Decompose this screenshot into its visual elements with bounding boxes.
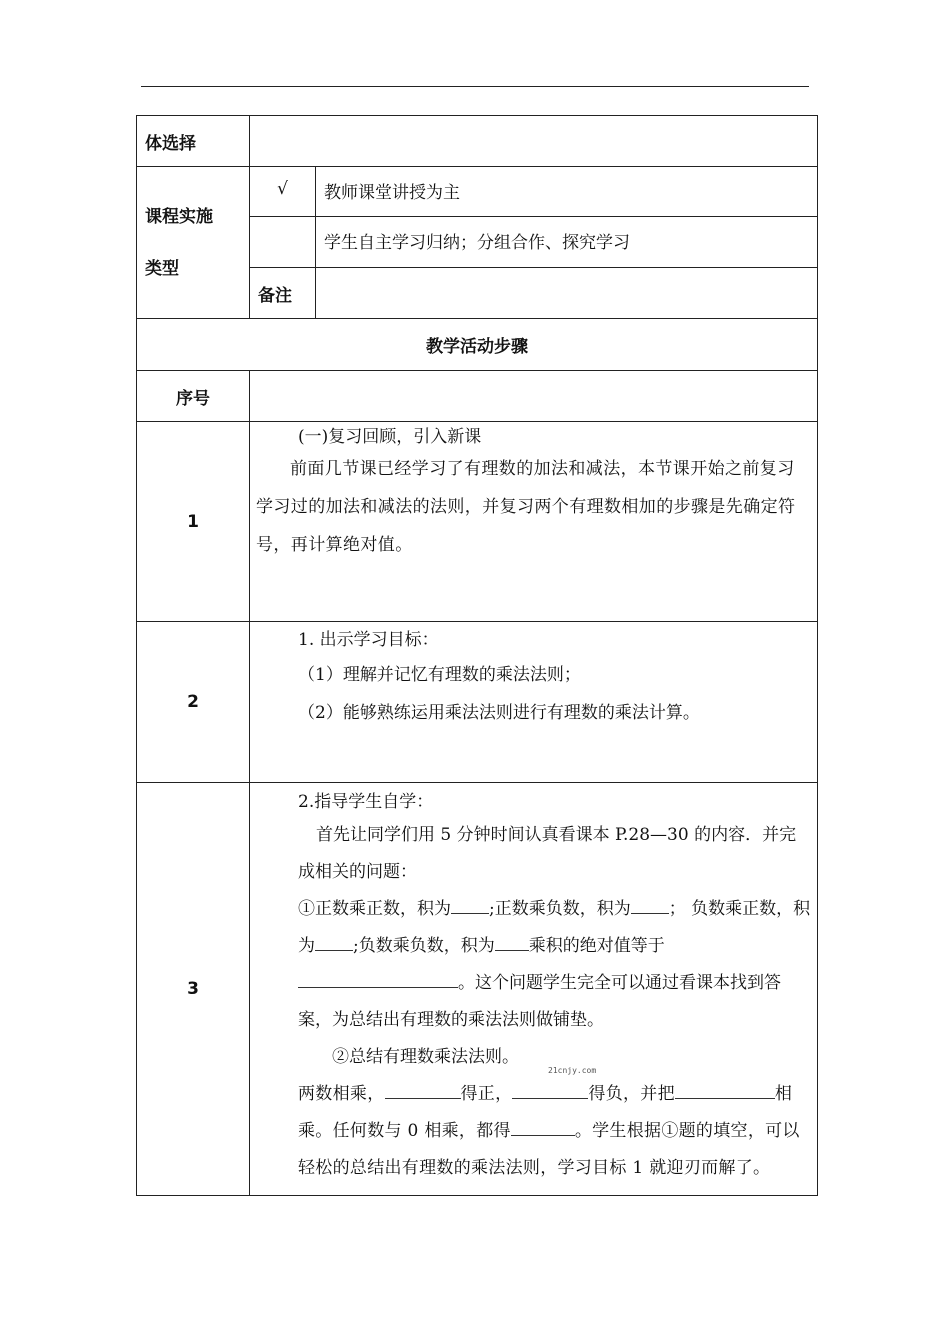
steps-title: 教学活动步骤	[137, 319, 818, 371]
course-type-row-1	[137, 167, 818, 217]
step-row-1	[137, 422, 818, 622]
media-label: 体选择	[137, 116, 250, 167]
step-number-2: 2	[137, 622, 250, 783]
step-2-line-1: 1. 出示学习目标：	[298, 630, 439, 650]
step-row-2	[137, 622, 818, 783]
rule-part-e: 。学生根据①题的填空，可以轻松的总结出有理数的乘法法则，学习目标 1 就迎刃而解了。	[298, 1121, 800, 1178]
step-3-question-2: ②总结有理数乘法法则。	[332, 1047, 519, 1067]
q1-part-a: ①正数乘正数，积为	[298, 899, 451, 919]
option-1-text: 教师课堂讲授为主	[316, 167, 818, 217]
media-row	[137, 116, 818, 167]
header-rule	[141, 86, 809, 87]
lesson-plan-table	[136, 115, 818, 1196]
step-3-question-1	[256, 891, 811, 1039]
option-2-mark	[250, 217, 316, 268]
q1-part-c: ； 负数乘正数，积为	[298, 899, 811, 956]
course-type-label-line1: 课程实施	[145, 206, 213, 227]
step-number-3: 3	[137, 783, 250, 1196]
option-1-mark: √	[250, 167, 316, 217]
blank-9[interactable]	[511, 1117, 575, 1136]
step-content-3	[250, 783, 818, 1196]
watermark: 21cnjy.com	[548, 1066, 597, 1075]
seq-header-row	[137, 371, 818, 422]
step-3-rule	[256, 1076, 811, 1187]
step-row-3	[137, 783, 818, 1196]
rule-part-b: 得正，	[460, 1084, 513, 1104]
blank-6[interactable]	[385, 1080, 461, 1099]
steps-title-row	[137, 319, 818, 371]
step-2-line-3: （2）能够熟练运用乘法法则进行有理数的乘法计算。	[298, 703, 700, 723]
step-1-paragraph: 前面几节课已经学习了有理数的加法和减法，本节课开始之前复习学习过的加法和减法的法则，并复习两个有理数相加的步骤是先确定符号，再计算绝对值。	[256, 459, 796, 555]
remark-label: 备注	[250, 268, 316, 319]
step-content-1	[250, 422, 818, 622]
rule-part-d: 相乘。任何数与 0 相乘，都得	[298, 1084, 793, 1141]
q1-part-e: 乘积的绝对值等于	[528, 936, 665, 956]
step-1-heading: (一)复习回顾，引入新课	[298, 427, 482, 447]
remark-value	[316, 268, 818, 319]
blank-2[interactable]	[631, 895, 669, 914]
seq-header-value	[250, 371, 818, 422]
q1-part-b: ;正数乘负数，积为	[489, 899, 631, 919]
step-content-2	[250, 622, 818, 783]
step-3-intro-text: 首先让同学们用 5 分钟时间认真看课本 P.28—30 的内容．并完成相关的问题：	[298, 825, 797, 882]
step-3-intro	[256, 817, 811, 891]
blank-7[interactable]	[512, 1080, 588, 1099]
step-3-title: 2.指导学生自学：	[298, 792, 434, 812]
step-2-line-2: （1）理解并记忆有理数的乘法法则；	[298, 665, 581, 685]
rule-part-c: 得负，并把	[588, 1084, 675, 1104]
blank-3[interactable]	[315, 932, 353, 951]
course-type-label-line2: 类型	[145, 258, 179, 279]
blank-5[interactable]	[298, 969, 458, 988]
seq-header: 序号	[137, 371, 250, 422]
rule-part-a: 两数相乘，	[298, 1084, 385, 1104]
q1-part-f: 。这个问题学生完全可以通过看课本找到答案，为总结出有理数的乘法法则做铺垫。	[298, 973, 781, 1030]
course-type-label	[137, 167, 250, 319]
blank-4[interactable]	[495, 932, 529, 951]
blank-8[interactable]	[675, 1080, 775, 1099]
q1-part-d: ;负数乘负数，积为	[353, 936, 495, 956]
option-2-text: 学生自主学习归纳；分组合作、探究学习	[316, 217, 818, 268]
step-number-1: 1	[137, 422, 250, 622]
media-value	[250, 116, 818, 167]
blank-1[interactable]	[451, 895, 489, 914]
